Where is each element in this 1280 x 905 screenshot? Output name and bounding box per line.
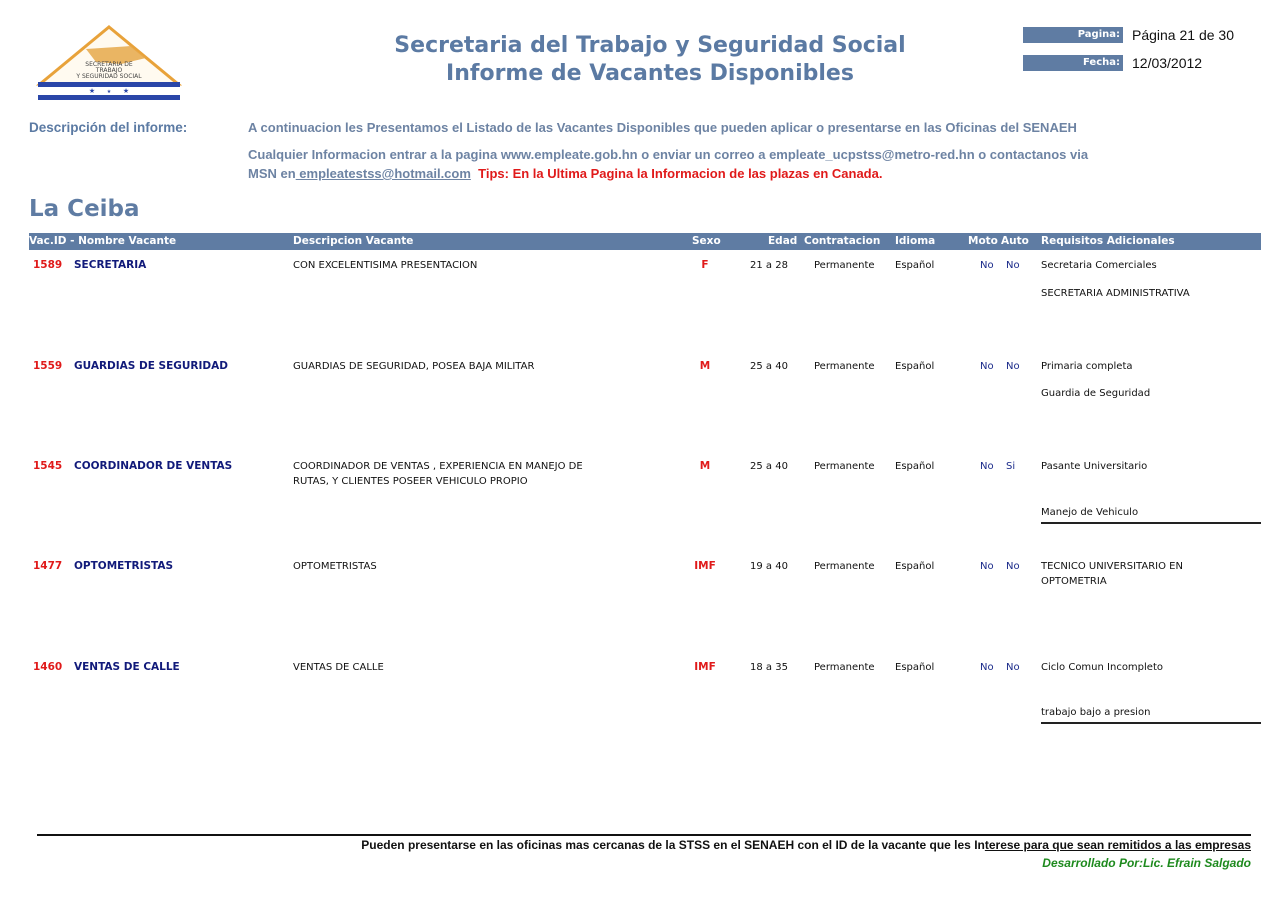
description-line-2: Cualquier Informacion entrar a la pagina www.empleate.gob.hn o enviar un correo a empleate_ucpstss@metro-red.hn o contactanos via bbox=[248, 147, 1089, 162]
svg-text:★: ★ bbox=[106, 89, 112, 95]
vacancy-requirement: Secretaria Comerciales bbox=[1041, 260, 1157, 271]
vacancy-age: 21 a 28 bbox=[750, 260, 788, 271]
vacancy-age: 18 a 35 bbox=[750, 662, 788, 673]
vacancy-id: 1559 bbox=[33, 360, 63, 372]
page-number: Página 21 de 30 bbox=[1132, 27, 1234, 43]
vacancy-sex: F bbox=[701, 259, 709, 271]
vacancy-moto: No bbox=[980, 361, 994, 372]
vacancy-id: 1589 bbox=[33, 259, 63, 271]
vacancy-requirement-cont: OPTOMETRIA bbox=[1041, 576, 1107, 587]
canada-tip: Tips: En la Ultima Pagina la Informacion de las plazas en Canada. bbox=[478, 166, 883, 181]
vacancy-language: Español bbox=[895, 561, 935, 572]
section-title-la-ceiba: La Ceiba bbox=[29, 196, 140, 222]
vacancy-requirement: TECNICO UNIVERSITARIO EN bbox=[1041, 561, 1183, 572]
vacancy-sex: IMF bbox=[694, 560, 716, 572]
vacancy-language: Español bbox=[895, 260, 935, 271]
vacancy-auto: No bbox=[1006, 260, 1020, 271]
vacancy-language: Español bbox=[895, 461, 935, 472]
report-subtitle: Informe de Vacantes Disponibles bbox=[446, 61, 854, 86]
description-line-3 bbox=[248, 166, 882, 181]
vacancy-id: 1460 bbox=[33, 661, 63, 673]
vacancy-id: 1477 bbox=[33, 560, 63, 572]
vacancy-requirement: Ciclo Comun Incompleto bbox=[1041, 662, 1163, 673]
vacancy-age: 19 a 40 bbox=[750, 561, 788, 572]
page-label: Pagina: bbox=[1023, 27, 1123, 43]
col-id-name: Vac.ID - Nombre Vacante bbox=[29, 235, 177, 247]
vacancy-description: OPTOMETRISTAS bbox=[293, 561, 377, 572]
vacancy-auto: No bbox=[1006, 561, 1020, 572]
vacancy-name: COORDINADOR DE VENTAS bbox=[74, 460, 233, 472]
vacancy-moto: No bbox=[980, 260, 994, 271]
svg-text:★: ★ bbox=[122, 87, 130, 95]
vacancy-name: VENTAS DE CALLE bbox=[74, 661, 180, 673]
vacancy-description: CON EXCELENTISIMA PRESENTACION bbox=[293, 260, 478, 271]
vacancy-name: GUARDIAS DE SEGURIDAD bbox=[74, 360, 228, 372]
vacancy-name: SECRETARIA bbox=[74, 259, 147, 271]
vacancy-moto: No bbox=[980, 461, 994, 472]
vacancy-requirement: Primaria completa bbox=[1041, 361, 1133, 372]
vacancy-requirement-2: SECRETARIA ADMINISTRATIVA bbox=[1041, 288, 1190, 299]
footer-divider bbox=[37, 834, 1251, 836]
description-label: Descripción del informe: bbox=[29, 120, 188, 135]
developer-credit: Desarrollado Por:Lic. Efrain Salgado bbox=[1042, 856, 1251, 870]
vacancy-sex: IMF bbox=[694, 661, 716, 673]
date-label: Fecha: bbox=[1023, 55, 1123, 71]
vacancy-moto: No bbox=[980, 662, 994, 673]
vacancy-contract: Permanente bbox=[814, 361, 875, 372]
stss-logo bbox=[36, 24, 182, 104]
vacancy-contract: Permanente bbox=[814, 561, 875, 572]
vacancy-requirement-2: Guardia de Seguridad bbox=[1041, 388, 1151, 399]
footer-note-underlined: terese para que sean remitidos a las empresas bbox=[984, 838, 1251, 852]
vacancy-auto: No bbox=[1006, 361, 1020, 372]
svg-text:TRABAJO: TRABAJO bbox=[95, 67, 123, 74]
description-line-1: A continuacion les Presentamos el Listado de las Vacantes Disponibles que pueden aplicar o presentarse en las Oficinas del SENAEH bbox=[248, 120, 1077, 135]
col-contratacion: Contratacion bbox=[804, 235, 881, 247]
footer-note bbox=[361, 838, 1251, 852]
vacancy-description: GUARDIAS DE SEGURIDAD, POSEA BAJA MILITAR bbox=[293, 361, 535, 372]
msn-prefix: MSN en bbox=[248, 166, 296, 181]
vacancy-name: OPTOMETRISTAS bbox=[74, 560, 174, 572]
svg-text:SECRETARIA DE: SECRETARIA DE bbox=[85, 61, 133, 68]
report-date: 12/03/2012 bbox=[1132, 55, 1203, 71]
vacancy-contract: Permanente bbox=[814, 461, 875, 472]
vacancy-age: 25 a 40 bbox=[750, 361, 788, 372]
col-idioma: Idioma bbox=[895, 235, 936, 247]
vacancy-sex: M bbox=[699, 360, 711, 372]
col-requisitos: Requisitos Adicionales bbox=[1041, 235, 1175, 247]
vacancy-requirement-2: trabajo bajo a presion bbox=[1041, 705, 1261, 724]
vacancy-description: COORDINADOR DE VENTAS , EXPERIENCIA EN MANEJO DE bbox=[293, 461, 583, 472]
vacancy-language: Español bbox=[895, 662, 935, 673]
col-moto: Moto bbox=[968, 235, 998, 247]
vacancy-contract: Permanente bbox=[814, 662, 875, 673]
vacancy-requirement: Pasante Universitario bbox=[1041, 461, 1148, 472]
vacancy-auto: Si bbox=[1006, 461, 1016, 472]
col-sexo: Sexo bbox=[692, 235, 721, 247]
table-header bbox=[29, 233, 1261, 250]
col-auto: Auto bbox=[1001, 235, 1029, 247]
hotmail-link[interactable]: empleatestss@hotmail.com bbox=[295, 166, 471, 181]
vacancy-description: VENTAS DE CALLE bbox=[293, 662, 384, 673]
vacancy-sex: M bbox=[699, 460, 711, 472]
footer-note-main: Pueden presentarse en las oficinas mas cercanas de la STSS en el SENAEH con el ID de la vacante que les In bbox=[361, 838, 985, 852]
vacancy-requirement-2: Manejo de Vehiculo bbox=[1041, 505, 1261, 524]
col-edad: Edad bbox=[768, 235, 798, 247]
svg-text:★: ★ bbox=[88, 87, 96, 95]
report-title: Secretaria del Trabajo y Seguridad Social bbox=[394, 33, 906, 58]
svg-text:Y SEGURIDAD SOCIAL: Y SEGURIDAD SOCIAL bbox=[76, 73, 142, 80]
vacancy-age: 25 a 40 bbox=[750, 461, 788, 472]
col-descripcion: Descripcion Vacante bbox=[293, 235, 414, 247]
vacancy-description-2: RUTAS, Y CLIENTES POSEER VEHICULO PROPIO bbox=[293, 476, 528, 487]
vacancy-contract: Permanente bbox=[814, 260, 875, 271]
vacancy-moto: No bbox=[980, 561, 994, 572]
vacancy-auto: No bbox=[1006, 662, 1020, 673]
vacancy-language: Español bbox=[895, 361, 935, 372]
vacancy-id: 1545 bbox=[33, 460, 63, 472]
